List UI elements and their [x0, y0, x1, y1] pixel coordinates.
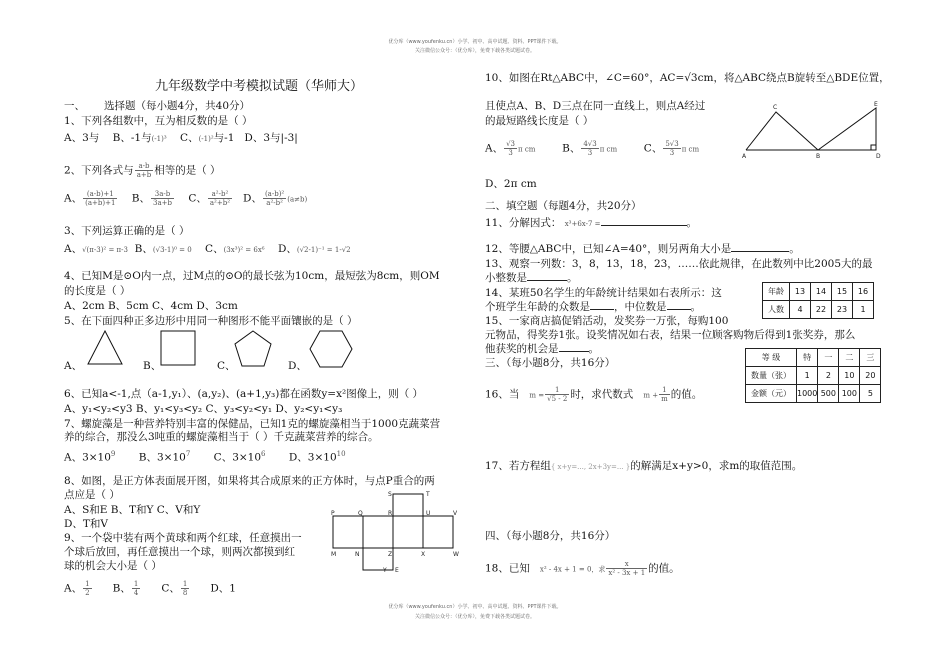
q13-answer-blank[interactable]: [527, 280, 567, 281]
header-line-2: 关注微信公众号：（优分库），免费下载各类试题试卷。: [414, 48, 535, 54]
point-b-label: B: [816, 153, 821, 160]
q8-line-1: 8、如图，是正方体表面展开图，如果将其合成原来的正方体时，与点P重合的两: [64, 475, 435, 487]
cube-label: P: [331, 510, 335, 517]
q11-post: 。: [686, 217, 698, 229]
q10-option-a: A、: [485, 142, 504, 155]
prize-table-cell: 500: [818, 385, 839, 403]
q7-option-d-exp: 10: [336, 450, 346, 458]
q2-stem-post: 相等的是（ ）: [154, 164, 221, 177]
q16-mid: 时，求代数式: [570, 388, 634, 401]
q7-option-d: D、3×10: [288, 451, 337, 464]
q3-option-c: C、: [205, 243, 224, 255]
age-table-cell: 23: [832, 301, 853, 319]
q12-text: 12、等腰△ABC中，已知∠A=40°，则另两角大小是: [485, 243, 732, 255]
q14-line-2-post: 。: [690, 301, 701, 313]
cube-label: Y: [383, 567, 387, 573]
q15-line-3-post: 。: [588, 343, 599, 355]
q11-expr: x³+6x-7 =: [564, 220, 601, 228]
q9-line-2: 个球后放回，再任意摸出一个球，则两次都摸到红: [64, 546, 295, 558]
q4-line-1: 4、已知M是⊙O内一点，过M点的⊙O的最长弦为10cm，最短弦为8cm，则OM: [64, 270, 440, 282]
cube-net-face-top: [393, 494, 423, 516]
q10-option-d: D、2π cm: [485, 178, 537, 190]
cube-label: S: [388, 491, 392, 498]
q15-answer-blank[interactable]: [559, 351, 589, 352]
q3-option-d-expr: (√2-1)⁻¹ = 1-√2: [296, 246, 351, 254]
q7-line-1: 7、螺旋藻是一种营养特别丰富的保健品，已知1克的螺旋藻相当于1000克蔬菜营: [64, 418, 441, 430]
point-a-label: A: [742, 153, 747, 160]
q14-line-2-pre: 个班学生年龄的众数是: [485, 301, 590, 313]
q8-options-1: A、S和E B、T和Y C、V和Y: [64, 504, 201, 516]
page-title: 九年级数学中考模拟试题（华师大）: [155, 79, 364, 94]
age-table-header: 年龄: [763, 283, 790, 301]
age-table-cell: 16: [853, 283, 874, 301]
q2-option-c-frac: $\frac{\text{a²-b²}}{\text{a²+b²}}$: [209, 190, 231, 207]
q9-options: [64, 580, 236, 597]
q6-options: A、y₁<y₂<y3 B、y₁<y₃<y₂ C、y₃<y₂<y₁ D、y₂<y₁<y₃: [64, 403, 343, 415]
q9-option-a-frac: $\frac{1}{2}$: [85, 580, 90, 597]
q7-option-a: A、3×10: [64, 451, 111, 464]
q1-options: [64, 132, 298, 146]
age-table-cell: 4: [790, 301, 811, 319]
q10-option-c-frac: $\frac{5√3}{3}$: [665, 140, 679, 157]
cube-label: U: [426, 510, 431, 517]
q10-option-b-frac: $\frac{4√3}{3}$: [583, 140, 597, 157]
section3-title: 三、（每小题8分，共16分）: [485, 357, 616, 369]
age-table-header: 人数: [763, 301, 790, 319]
q3-option-b-expr: (√3-1)⁰ = 0: [152, 246, 192, 254]
age-table-row: [763, 283, 874, 301]
q10-options: [485, 140, 699, 157]
q7-option-b: B、3×10: [138, 451, 186, 464]
q10-option-b-unit: π cm: [599, 145, 618, 154]
cube-label: E: [395, 567, 399, 573]
q3-stem: 3、下列运算正确的是（ ）: [64, 225, 190, 237]
point-c-label: C: [773, 104, 778, 111]
cube-label: V: [453, 510, 458, 517]
q8-line-2: 点应是（ ）: [64, 489, 120, 501]
q11: [485, 217, 697, 231]
q1-option-c: C、: [180, 132, 199, 144]
q13-line-2: [485, 272, 578, 285]
square-shape: [158, 328, 198, 368]
hexagon-shape: [308, 328, 354, 370]
q2-option-b: B、: [131, 192, 150, 205]
q1-stem: 1、下列各组数中，互为相反数的是（ ）: [64, 115, 253, 127]
q16-expr-pre: m +: [643, 391, 659, 400]
q18-condition: x² - 4x + 1 = 0，求: [539, 565, 606, 574]
q7-option-a-exp: 9: [110, 450, 116, 458]
q18-pre: 18、已知: [485, 562, 530, 575]
q1-option-a: A、3与: [64, 132, 100, 144]
q3-option-a-expr: √(π-3)² = π-3: [82, 246, 128, 254]
footer-line-2: 关注微信公众号：（优分库），免费下载各类试题试卷。: [414, 614, 535, 620]
q11-pre: 11、分解因式：: [485, 217, 562, 229]
cube-net-face-3: [393, 516, 423, 548]
q2-option-a-frac: $\frac{(a-b)+1}{(a+b)+1}$: [85, 190, 116, 207]
prize-table-header: 数量（张）: [746, 367, 797, 385]
q9-option-c: C、: [161, 582, 180, 595]
point-e-label: E: [874, 101, 878, 108]
q9-option-a: A、: [64, 582, 83, 595]
q2-options: [64, 190, 307, 207]
q7-option-b-exp: 7: [185, 450, 191, 458]
q15-line-1: 15、一家商店搞促销活动，发奖券一万张，每购100: [485, 315, 729, 327]
q4-line-2: 的长度是（ ）: [64, 285, 131, 297]
q9-option-b: B、: [112, 582, 131, 595]
q9-option-d: D、1: [210, 582, 236, 595]
prize-table-cell: 20: [860, 367, 881, 385]
q3-option-a: A、: [64, 243, 83, 255]
q16-m-expr: m =: [529, 391, 545, 400]
q5-option-c: C、: [217, 360, 236, 372]
q9-option-b-frac: $\frac{1}{4}$: [133, 580, 139, 597]
age-table-cell: 13: [790, 283, 811, 301]
age-table: [762, 282, 874, 319]
section4-title: 四、（每小题8分，共16分）: [485, 530, 616, 542]
age-table-cell: 14: [811, 283, 832, 301]
q9-line-1: 9、一个袋中装有两个黄球和两个红球，任意摸出一: [64, 532, 302, 544]
q2-option-a: A、: [64, 192, 83, 205]
q16-pre: 16、当: [485, 388, 520, 401]
age-table-cell: 1: [853, 301, 874, 319]
q4-options: A、2cm B、5cm C、4cm D、3cm: [64, 300, 238, 312]
q1-option-d: D、3与: [244, 132, 281, 144]
q1-option-c-tail: 与-1: [213, 132, 235, 144]
prize-table-cell: 100: [839, 385, 860, 403]
q1-option-d-expr: |-3|: [280, 132, 298, 144]
q2-stem-fraction: $\frac{a-b}{a+b}$: [136, 162, 152, 179]
cube-net-figure: [325, 488, 470, 573]
q16-expr-fraction: $\frac{1}{m}$: [661, 386, 668, 403]
q5-option-d: D、: [288, 360, 307, 372]
q7-option-c-exp: 6: [261, 450, 266, 458]
triangle-shape: [85, 328, 125, 368]
q7-option-c: C、3×10: [213, 451, 262, 464]
prize-table-row: [746, 385, 881, 403]
q13-line-1: 13、观察一列数：3，8，13，18，23，……依此规律，在此数列中比2005大的最: [485, 258, 873, 270]
q17: [485, 460, 802, 474]
q9-line-3: 球的机会大小是（ ）: [64, 560, 162, 572]
cube-net-face-4: [423, 516, 453, 548]
rotation-triangles-figure: [740, 98, 890, 160]
q15-line-3: [485, 343, 599, 356]
q16: [485, 386, 702, 403]
q10-line-3: 的最短路线长度是（ ）: [485, 115, 594, 127]
triangle-bde: [818, 108, 876, 150]
q3-option-b: B、: [134, 243, 153, 255]
q16-post: 的值。: [670, 388, 703, 401]
q8-options-2: D、T和V: [64, 518, 109, 530]
q3-options: [64, 243, 351, 257]
q18-post: 的值。: [648, 562, 680, 575]
cube-label: T: [426, 491, 430, 498]
prize-table-cell: 5: [860, 385, 881, 403]
age-table-cell: 22: [811, 301, 832, 319]
q14-line-2-mid: ，中位数是: [614, 301, 667, 313]
footer-line-1: 优分库（www.youfenku.cn）小学、初中、高中试题、资料、PPT课件下载。: [388, 604, 562, 610]
q2-option-c: C、: [188, 192, 207, 205]
q10-option-c-unit: π cm: [681, 145, 700, 154]
q10-option-a-unit: π cm: [518, 145, 536, 154]
q3-option-c-expr: (3x³)² = 6x⁶: [223, 246, 265, 254]
q13-post: 。: [567, 272, 578, 284]
cube-net-face-2: [363, 516, 393, 548]
q12-answer-blank[interactable]: [731, 251, 789, 252]
q15-line-2: 元物品，得奖券1张。设奖情况如右表，结果一位顾客购物后得到1张奖券，那么: [485, 329, 856, 341]
q2-stem: [64, 162, 221, 179]
cube-net-face-1: [333, 516, 363, 548]
q3-option-d: D、: [277, 243, 297, 255]
q5-stem: 5、在下面四种正多边形中用同一种图形不能平面镶嵌的是（ ）: [64, 315, 358, 327]
section1-number: 一、: [64, 100, 85, 112]
q7-line-2: 养的综合，那没么3吨重的螺旋藻相当于（ ）千克蔬菜营养的综合。: [64, 431, 379, 443]
prize-table-cell: 1: [797, 367, 818, 385]
q12: [485, 243, 800, 256]
prize-table-cell: 特: [797, 349, 818, 367]
prize-table-cell: 一: [818, 349, 839, 367]
prize-table-header: 金额（元）: [746, 385, 797, 403]
q12-post: 。: [789, 243, 800, 255]
q18-fraction: $\frac{x}{\text{x² - 3x + 1}}$: [608, 560, 646, 577]
q14-line-1: 14、某班50名学生的年龄统计结果如右表所示：这: [485, 287, 722, 299]
point-d-label: D: [876, 153, 881, 160]
cube-label: R: [388, 510, 393, 517]
q10-option-b: B、: [562, 142, 581, 155]
q14-mode-blank[interactable]: [590, 309, 614, 310]
q6-line-1: 6、已知a<-1,点（a-1,y₁）、(a,y₂)、(a+1,y₃)都在函数y=x²图像上，则（ ）: [64, 388, 424, 400]
age-table-cell: 15: [832, 283, 853, 301]
prize-table-cell: 2: [818, 367, 839, 385]
q13-line-2-text: 小整数是: [485, 272, 527, 284]
q16-m-fraction: $\frac{1}{√5 - 2}$: [547, 386, 568, 403]
prize-table-row: [746, 367, 881, 385]
prize-table-cell: 二: [839, 349, 860, 367]
q14-median-blank[interactable]: [667, 309, 691, 310]
cube-label: Q: [358, 510, 363, 517]
right-angle-mark: [871, 145, 876, 150]
prize-table: [745, 348, 881, 403]
header-line-1: 优分库（www.youfenku.cn）小学、初中、高中试题、资料、PPT课件下载。: [388, 39, 562, 45]
q17-post: 的解满足x+y>0，求m的取值范围。: [630, 460, 803, 472]
cube-label: N: [355, 551, 360, 558]
q14-line-2: [485, 301, 701, 314]
q1-option-b-expr: (-1)³: [151, 135, 167, 143]
q2-option-d-frac: $\frac{\text{(a-b)²}}{\text{a²-b²}}$: [264, 190, 285, 207]
q2-stem-pre: 2、下列各式与: [64, 164, 134, 177]
pentagon-shape: [232, 328, 274, 370]
prize-table-row: [746, 349, 881, 367]
q18: [485, 560, 680, 577]
prize-table-cell: 1000: [797, 385, 818, 403]
section2-title: 二、填空题（每题4分，共20分）: [485, 200, 642, 212]
cube-label: X: [421, 551, 426, 558]
q10-line-1: 10、如图在Rt△ABC中，∠C=60°，AC=√3cm，将△ABC绕点B旋转至△BDE位置，: [485, 72, 890, 84]
q2-option-d-cond: (a≠b): [287, 195, 308, 204]
q17-pre: 17、若方程组: [485, 460, 551, 472]
q10-line-2: 且使点A、B、D三点在同一直线上，则点A经过: [485, 100, 706, 112]
prize-table-header: 等 级: [746, 349, 797, 367]
q1-option-b: B、-1与: [112, 132, 152, 144]
q5-option-b: B、: [143, 360, 162, 372]
q11-answer-blank[interactable]: [601, 225, 687, 226]
cube-label: W: [453, 551, 459, 558]
q5-option-a: A、: [64, 360, 83, 372]
q7-options: [64, 448, 346, 465]
q10-option-c: C、: [643, 142, 663, 155]
age-table-row: [763, 301, 874, 319]
section1-title: 选择题（每小题4分，共40分）: [104, 100, 251, 112]
q1-option-c-expr: (-1)²: [198, 135, 214, 143]
triangle-abc: [746, 112, 818, 150]
q2-option-b-frac: $\frac{3a-b}{3a+b}$: [152, 190, 172, 207]
q9-option-c-frac: $\frac{1}{8}$: [182, 580, 188, 597]
q2-option-d: D、: [243, 192, 262, 205]
cube-label: M: [331, 551, 337, 558]
q10-option-a-frac: $\frac{√3}{3}$: [506, 140, 516, 157]
cube-label: Z: [388, 551, 393, 558]
prize-table-cell: 三: [860, 349, 881, 367]
q17-system: { x+y=..., 2x+3y=... }: [550, 463, 631, 471]
prize-table-cell: 10: [839, 367, 860, 385]
q15-line-3-pre: 他获奖的机会是: [485, 343, 559, 355]
